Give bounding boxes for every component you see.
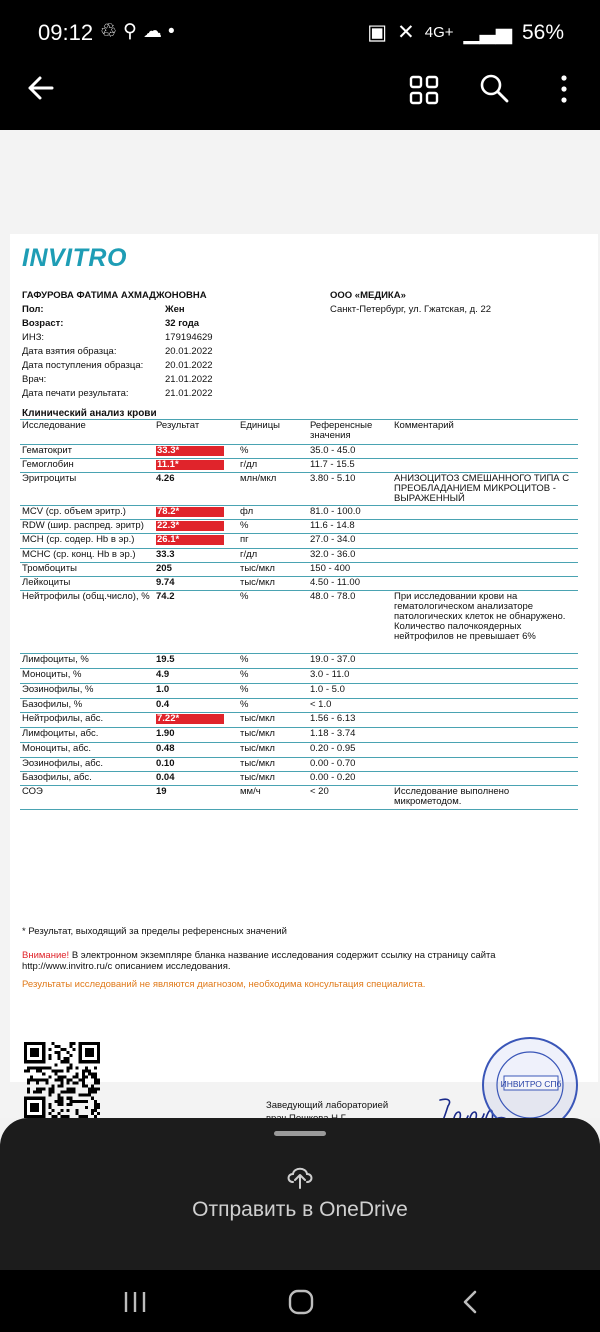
table-row bbox=[20, 684, 578, 699]
unit: % bbox=[240, 445, 249, 456]
test-name: Лимфоциты, абс. bbox=[22, 728, 99, 739]
result-value: 33.3 bbox=[156, 549, 175, 560]
cloud-upload-icon[interactable] bbox=[284, 1162, 316, 1190]
more-options-icon[interactable] bbox=[552, 72, 576, 106]
patient-field-label: Пол: bbox=[22, 304, 44, 315]
test-name: Моноциты, % bbox=[22, 669, 82, 680]
table-row bbox=[20, 563, 578, 577]
document-page bbox=[10, 234, 598, 1111]
reference-range: 0.00 - 0.70 bbox=[310, 758, 356, 769]
status-right bbox=[367, 20, 564, 45]
comment: При исследовании крови на гематологическом анализаторе патологических клеток не обнаружено. Количество палочкоядерных нейтрофилов не превышает 6% bbox=[394, 591, 566, 642]
test-name: Моноциты, абс. bbox=[22, 743, 92, 754]
unit: % bbox=[240, 654, 249, 665]
status-bar bbox=[0, 0, 600, 62]
result-value: 1.90 bbox=[156, 728, 175, 739]
result-value: 0.48 bbox=[156, 743, 175, 754]
reference-range: 11.6 - 14.8 bbox=[310, 520, 355, 531]
result-value: 19 bbox=[156, 786, 167, 797]
unit: тыс/мкл bbox=[240, 758, 275, 769]
home-icon[interactable] bbox=[286, 1288, 316, 1316]
unit: млн/мкл bbox=[240, 473, 277, 484]
share-sheet bbox=[0, 1118, 600, 1270]
table-row bbox=[20, 520, 578, 534]
unit: % bbox=[240, 699, 249, 710]
unit: тыс/мкл bbox=[240, 577, 275, 588]
reference-range: 35.0 - 45.0 bbox=[310, 445, 356, 456]
patient-field-value: 32 года bbox=[165, 318, 200, 329]
table-row bbox=[20, 473, 578, 506]
unit: тыс/мкл bbox=[240, 728, 275, 739]
comment: Исследование выполнено микрометодом. bbox=[394, 786, 510, 807]
test-name: Лимфоциты, % bbox=[22, 654, 89, 665]
patient-field-value: 21.01.2022 bbox=[165, 388, 213, 399]
result-value: 33.3* bbox=[156, 446, 224, 456]
back-nav-icon[interactable] bbox=[456, 1288, 486, 1316]
table-row bbox=[20, 506, 578, 520]
result-value: 4.26 bbox=[156, 473, 175, 484]
unit: пг bbox=[240, 534, 249, 545]
warning-text bbox=[22, 950, 562, 972]
test-name: Гематокрит bbox=[22, 445, 73, 456]
table-row bbox=[20, 772, 578, 786]
reference-range: 4.50 - 11.00 bbox=[310, 577, 361, 588]
reference-range: 3.0 - 11.0 bbox=[310, 669, 350, 680]
reference-range: 1.0 - 5.0 bbox=[310, 684, 345, 695]
grid-view-icon[interactable] bbox=[408, 74, 440, 106]
result-value: 19.5 bbox=[156, 654, 175, 665]
section-title: Клинический анализ крови bbox=[22, 408, 157, 419]
test-name: Базофилы, % bbox=[22, 699, 83, 710]
unit: % bbox=[240, 591, 249, 602]
table-row bbox=[20, 743, 578, 758]
test-name: Лейкоциты bbox=[22, 577, 71, 588]
patient-field-value: 20.01.2022 bbox=[165, 346, 213, 357]
lab-name: ООО «МЕДИКА» bbox=[330, 290, 406, 301]
reference-range: 0.20 - 0.95 bbox=[310, 743, 356, 754]
results-table bbox=[20, 419, 578, 810]
reference-range: 1.18 - 3.74 bbox=[310, 728, 356, 739]
test-name: СОЭ bbox=[22, 786, 43, 797]
table-row bbox=[20, 699, 578, 713]
patient-field-value: 21.01.2022 bbox=[165, 374, 213, 385]
test-name: MCH (ср. содер. Hb в эр.) bbox=[22, 534, 135, 545]
sheet-handle[interactable] bbox=[274, 1131, 326, 1136]
reference-range: 3.80 - 5.10 bbox=[310, 473, 356, 484]
reference-range: 1.56 - 6.13 bbox=[310, 713, 356, 724]
test-name: Эритроциты bbox=[22, 473, 77, 484]
table-row bbox=[20, 549, 578, 563]
search-status-icon: ⚲ bbox=[123, 21, 143, 42]
test-name: Эозинофилы, % bbox=[22, 684, 94, 695]
reference-range: 32.0 - 36.0 bbox=[310, 549, 356, 560]
test-name: Базофилы, абс. bbox=[22, 772, 92, 783]
app-bar bbox=[0, 62, 600, 130]
patient-field-label: ИНЗ: bbox=[22, 332, 45, 343]
table-row bbox=[20, 654, 578, 669]
reference-range: 48.0 - 78.0 bbox=[310, 591, 356, 602]
test-name: RDW (шир. распред. эритр) bbox=[22, 520, 144, 531]
reference-range: 27.0 - 34.0 bbox=[310, 534, 356, 545]
test-name: Эозинофилы, абс. bbox=[22, 758, 103, 769]
col-reference: Референсные значения bbox=[310, 420, 373, 441]
unit: тыс/мкл bbox=[240, 563, 275, 574]
patient-field-label: Дата взятия образца: bbox=[22, 346, 117, 357]
test-name: Нейтрофилы (общ.число), % bbox=[22, 591, 150, 602]
unit: % bbox=[240, 520, 249, 531]
document-viewer[interactable] bbox=[0, 130, 600, 1118]
disclaimer: Результаты исследований не являются диагнозом, необходима консультация специалиста. bbox=[22, 979, 426, 990]
result-value: 0.10 bbox=[156, 758, 175, 769]
weather-icon: ☁ bbox=[142, 21, 168, 42]
reference-range: 150 - 400 bbox=[310, 563, 351, 574]
warning-body: В электронном экземпляре бланка название исследования содержит ссылку на страницу сайта http://www.invitro.ru/с описанием исследования. bbox=[22, 950, 496, 972]
reference-range: < 20 bbox=[310, 786, 329, 797]
recent-apps-icon[interactable] bbox=[120, 1288, 150, 1316]
mute-icon: ✕ bbox=[397, 21, 415, 44]
reference-range: 11.7 - 15.5 bbox=[310, 459, 355, 470]
navigation-bar bbox=[0, 1270, 600, 1332]
table-header bbox=[20, 419, 578, 445]
test-name: Гемоглобин bbox=[22, 459, 74, 470]
stamp-text: ИНВИТРО СПб bbox=[500, 1079, 562, 1089]
sign-line-1: Заведующий лабораторией bbox=[266, 1100, 389, 1111]
table-row bbox=[20, 669, 578, 684]
unit: фл bbox=[240, 506, 254, 517]
table-row bbox=[20, 459, 578, 473]
dot-icon: • bbox=[167, 21, 181, 42]
reference-range: < 1.0 bbox=[310, 699, 332, 710]
signal-icon: ▁▃▅ bbox=[463, 21, 512, 44]
lab-address: Санкт-Петербург, ул. Гжатская, д. 22 bbox=[330, 304, 492, 315]
status-time: 09:12 bbox=[38, 20, 94, 45]
table-row bbox=[20, 786, 578, 810]
test-name: Тромбоциты bbox=[22, 563, 77, 574]
patient-field-label: Возраст: bbox=[22, 318, 64, 329]
test-name: MCV (ср. объем эритр.) bbox=[22, 506, 126, 517]
qr-code-icon[interactable] bbox=[24, 1042, 100, 1118]
table-row bbox=[20, 445, 578, 459]
patient-field-value: 20.01.2022 bbox=[165, 360, 213, 371]
patient-field-label: Дата печати результата: bbox=[22, 388, 129, 399]
invitro-logo: INVITRO bbox=[22, 244, 127, 272]
unit: мм/ч bbox=[240, 786, 261, 797]
reference-range: 19.0 - 37.0 bbox=[310, 654, 356, 665]
warning-label: Внимание! bbox=[22, 950, 70, 961]
back-arrow-icon[interactable] bbox=[22, 68, 62, 108]
patient-field-value: 179194629 bbox=[165, 332, 213, 343]
comment: АНИЗОЦИТОЗ СМЕШАННОГО ТИПА С ПРЕОБЛАДАНИЕМ МИКРОЦИТОВ - ВЫРАЖЕННЫЙ bbox=[394, 473, 570, 504]
col-test: Исследование bbox=[22, 420, 86, 431]
result-value: 26.1* bbox=[156, 535, 224, 545]
col-comment: Комментарий bbox=[394, 420, 454, 431]
result-value: 0.04 bbox=[156, 772, 175, 783]
test-name: MCHC (ср. конц. Hb в эр.) bbox=[22, 549, 136, 560]
network-label: 4G+ bbox=[424, 24, 454, 41]
result-value: 9.74 bbox=[156, 577, 175, 588]
table-row bbox=[20, 728, 578, 743]
unit: г/дл bbox=[240, 549, 258, 560]
battery-label: 56% bbox=[521, 20, 564, 44]
unit: г/дл bbox=[240, 459, 258, 470]
result-value: 205 bbox=[156, 563, 172, 574]
col-units: Единицы bbox=[240, 420, 281, 431]
table-row bbox=[20, 591, 578, 654]
send-to-onedrive-button[interactable]: Отправить в OneDrive bbox=[192, 1198, 408, 1221]
result-value: 1.0 bbox=[156, 684, 170, 695]
reference-range: 81.0 - 100.0 bbox=[310, 506, 361, 517]
reference-range: 0.00 - 0.20 bbox=[310, 772, 356, 783]
sync-icon: ♲ bbox=[100, 21, 124, 42]
patient-field-value: Жен bbox=[165, 304, 185, 315]
test-name: Нейтрофилы, абс. bbox=[22, 713, 104, 724]
patient-field-label: Дата поступления образца: bbox=[22, 360, 144, 371]
patient-name: ГАФУРОВА ФАТИМА АХМАДЖОНОВНА bbox=[22, 290, 207, 301]
unit: % bbox=[240, 669, 249, 680]
notification-icons bbox=[100, 20, 181, 43]
patient-field-label: Врач: bbox=[22, 374, 47, 385]
result-value: 74.2 bbox=[156, 591, 175, 602]
footnote: * Результат, выходящий за пределы референсных значений bbox=[22, 926, 287, 937]
unit: тыс/мкл bbox=[240, 713, 275, 724]
unit: % bbox=[240, 684, 249, 695]
col-result: Результат bbox=[156, 420, 200, 431]
search-icon[interactable] bbox=[478, 72, 510, 104]
battery-saver-icon: ▣ bbox=[367, 21, 388, 44]
result-value: 4.9 bbox=[156, 669, 170, 680]
table-row bbox=[20, 577, 578, 591]
result-value: 78.2* bbox=[156, 507, 224, 517]
result-value: 7.22* bbox=[156, 714, 224, 724]
table-row bbox=[20, 713, 578, 728]
unit: тыс/мкл bbox=[240, 772, 275, 783]
unit: тыс/мкл bbox=[240, 743, 275, 754]
table-row bbox=[20, 534, 578, 549]
table-row bbox=[20, 758, 578, 772]
table-body bbox=[20, 445, 578, 810]
result-value: 0.4 bbox=[156, 699, 170, 710]
result-value: 11.1* bbox=[156, 460, 224, 470]
result-value: 22.3* bbox=[156, 521, 224, 531]
